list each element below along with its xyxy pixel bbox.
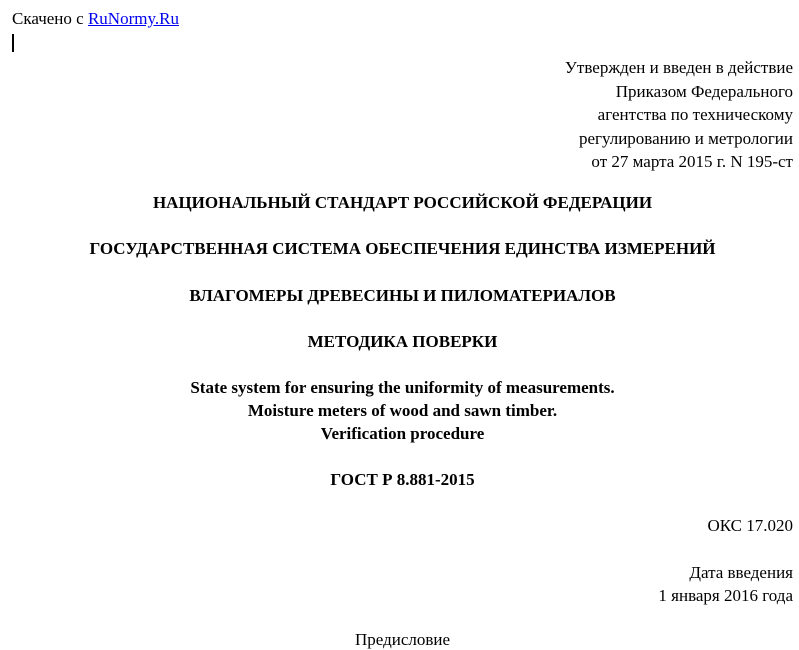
approval-line: Утвержден и введен в действие [564,58,793,77]
oks-code: ОКС 17.020 [707,516,793,535]
system-heading: ГОСУДАРСТВЕННАЯ СИСТЕМА ОБЕСПЕЧЕНИЯ ЕДИНСТВА ИЗМЕРЕНИЙ [89,239,716,258]
approval-line: от 27 марта 2015 г. N 195-ст [591,152,793,171]
introduction-date-label: Дата введения [689,563,793,582]
standard-designation: ГОСТ Р 8.881-2015 [330,470,475,489]
english-title-line: State system for ensuring the uniformity of measurements. [190,378,615,397]
introduction-date: 1 января 2016 года [658,586,793,605]
method-heading: МЕТОДИКА ПОВЕРКИ [307,332,498,351]
english-title-block [0,376,799,445]
subject-heading: ВЛАГОМЕРЫ ДРЕВЕСИНЫ И ПИЛОМАТЕРИАЛОВ [189,286,616,305]
source-line [12,8,179,30]
national-standard-heading: НАЦИОНАЛЬНЫЙ СТАНДАРТ РОССИЙСКОЙ ФЕДЕРАЦИИ [152,193,653,212]
english-title-line: Moisture meters of wood and sawn timber. [247,401,558,420]
foreword-heading: Предисловие [354,630,451,649]
approval-line: регулированию и метрологии [578,128,793,148]
english-title-line: Verification procedure [320,424,485,443]
approval-line: Приказом Федерального [615,81,793,101]
source-link[interactable]: RuNormy.Ru [87,9,179,28]
source-prefix: Скачено с [12,9,88,28]
approval-block [565,56,793,174]
approval-line: агентства по техническому [597,105,793,124]
text-cursor [12,34,14,52]
